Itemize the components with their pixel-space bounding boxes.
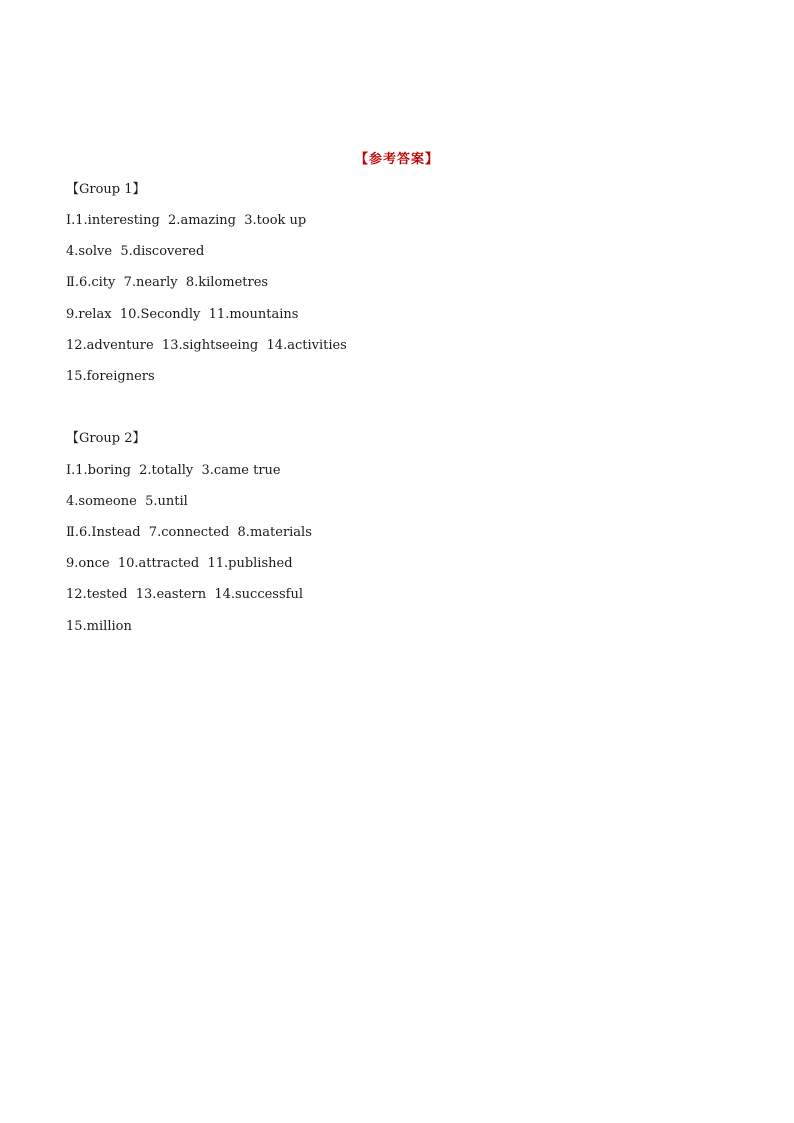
group-2-heading: 【Group 2】 — [66, 431, 146, 446]
group-2-answer-line: 4.someone 5.until — [66, 494, 188, 509]
group-2-answer-line: Ⅰ.1.boring 2.totally 3.came true — [66, 463, 281, 478]
group-2-answer-line: 12.tested 13.eastern 14.successful — [66, 587, 303, 602]
group-1-answer-line: 9.relax 10.Secondly 11.mountains — [66, 307, 299, 322]
group-1-answer-line: 4.solve 5.discovered — [66, 244, 205, 259]
group-1-heading: 【Group 1】 — [66, 182, 146, 197]
group-2-answer-line: 15.million — [66, 619, 132, 634]
group-1-answer-line: Ⅱ.6.city 7.nearly 8.kilometres — [66, 275, 269, 290]
group-1-answer-line: 15.foreigners — [66, 369, 155, 384]
answer-key-title: 【参考答案】 — [354, 152, 439, 167]
group-1-answer-line: 12.adventure 13.sightseeing 14.activities — [66, 338, 347, 353]
group-2-answer-line: 9.once 10.attracted 11.published — [66, 556, 293, 571]
group-2-answer-line: Ⅱ.6.Instead 7.connected 8.materials — [66, 525, 312, 540]
group-1-answer-line: Ⅰ.1.interesting 2.amazing 3.took up — [66, 213, 307, 228]
